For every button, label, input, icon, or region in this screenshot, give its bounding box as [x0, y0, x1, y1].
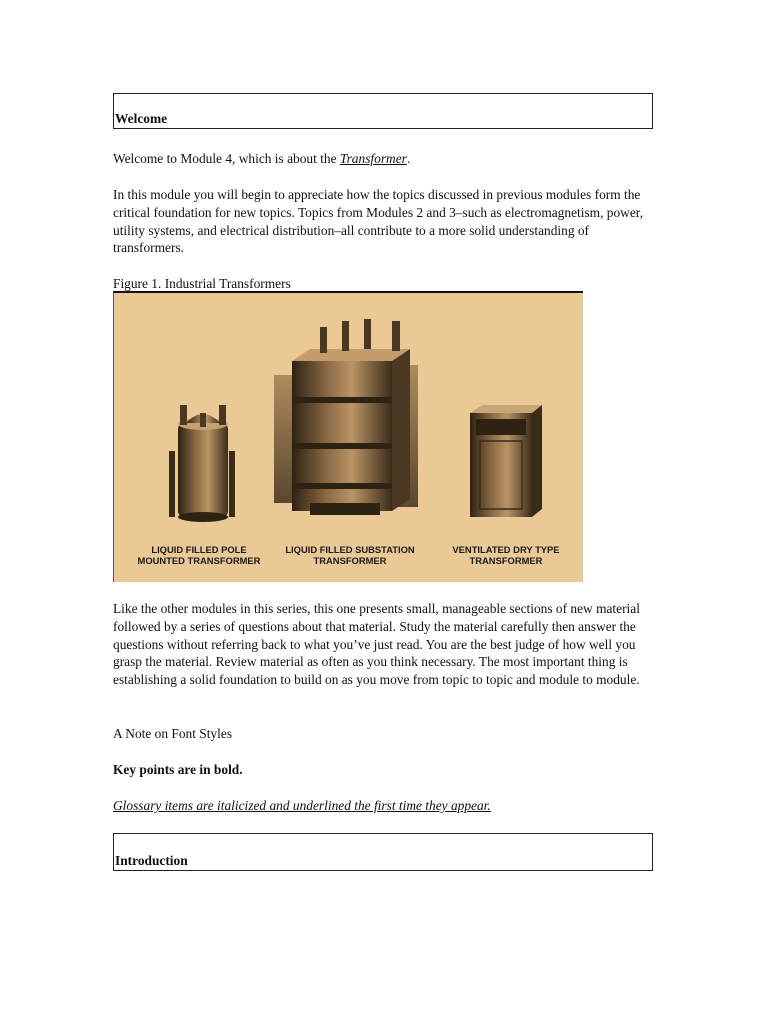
pole-transformer-drawing: [169, 405, 235, 522]
welcome-heading-box: [113, 93, 653, 129]
transformers-illustration: [114, 293, 582, 582]
welcome-heading: Welcome: [115, 111, 168, 126]
glossary-term-transformer: Transformer: [339, 151, 407, 166]
label-pole-transformer: LIQUID FILLED POLE MOUNTED TRANSFORMER: [137, 544, 261, 566]
intro-paragraph: In this module you will begin to appreciate how the topics discussed in previous modules form the critical foundation for new topics. Topics from Modules 2 and 3–such as electromagnetism, power, utility systems, and electrical distribution–all contribute to a more solid understanding of transformers.: [113, 187, 644, 256]
substation-transformer-drawing: [274, 319, 418, 515]
label-dry-type-transformer: VENTILATED DRY TYPE TRANSFORMER: [452, 544, 560, 566]
figure-caption: Figure 1. Industrial Transformers: [113, 276, 291, 291]
intro-lead-suffix: .: [406, 151, 411, 166]
font-styles-title: A Note on Font Styles: [113, 726, 233, 741]
intro-lead: [113, 150, 658, 168]
dry-type-transformer-drawing: [470, 405, 542, 517]
transformers-figure: [113, 291, 583, 582]
bold-note: Key points are in bold.: [113, 762, 243, 777]
intro-lead-text: Welcome to Module 4, which is about the: [113, 151, 340, 166]
italic-note: [113, 797, 658, 815]
body-paragraph: Like the other modules in this series, this one presents small, manageable sections of new material followed by a series of questions about that material. Study the material carefully then answer the questions without referring back to what you’ve just read. You are the best judge of how well you grasp the material. Review material as often as you think necessary. The most important thing is establishing a solid foundation to build on as you move from topic to topic and module to module.: [113, 601, 640, 688]
introduction-heading-box: [113, 833, 653, 871]
italic-note-text: Glossary items are italicized and underlined the first time they appear.: [113, 798, 491, 813]
introduction-heading: Introduction: [115, 853, 188, 868]
label-substation-transformer: LIQUID FILLED SUBSTATION TRANSFORMER: [285, 544, 415, 566]
